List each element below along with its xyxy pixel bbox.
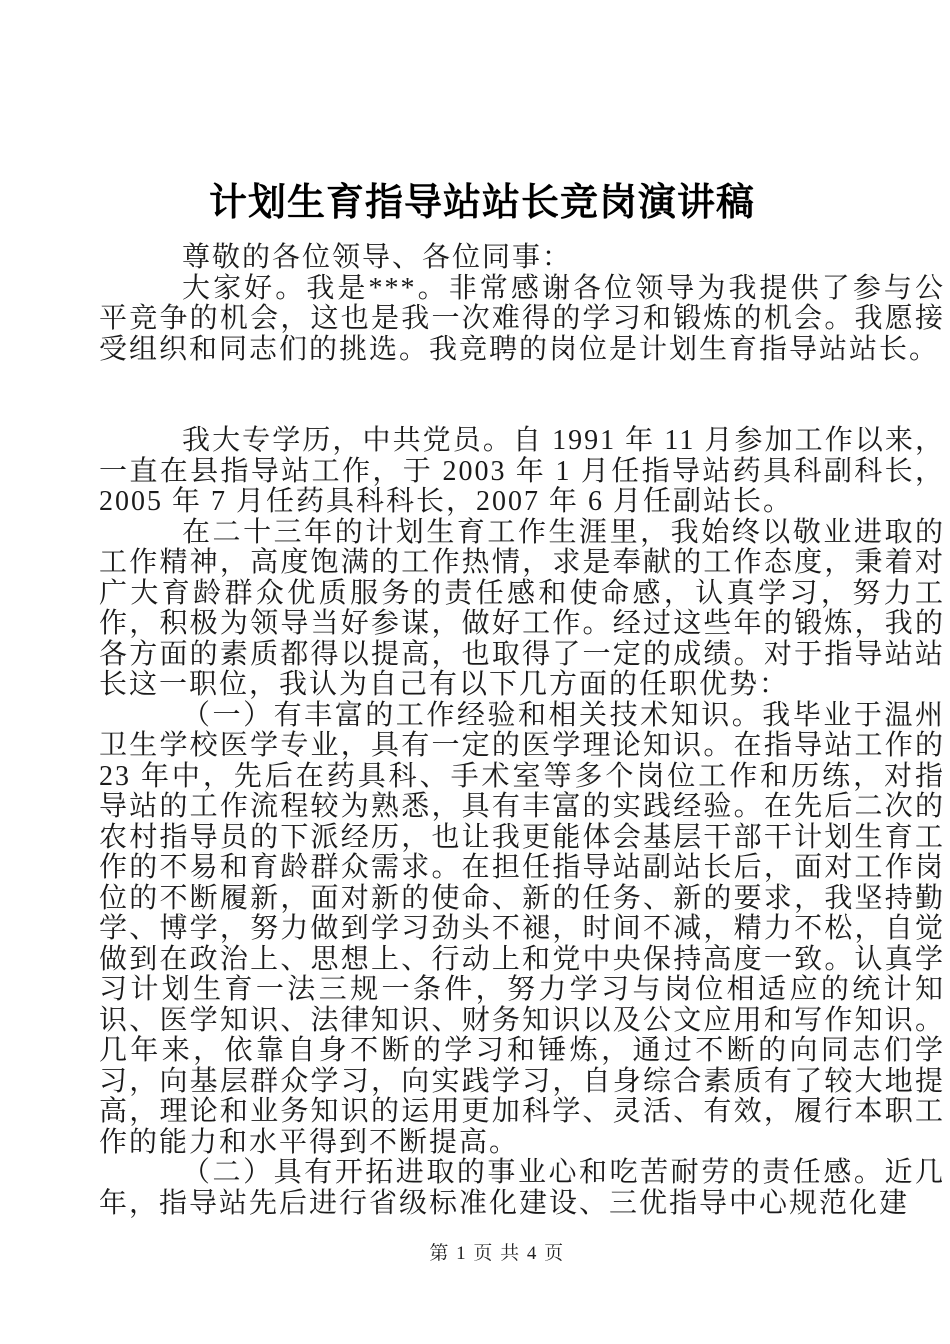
blank-line-spacer — [99, 365, 945, 426]
paragraph-work-review: 在二十三年的计划生育工作生涯里，我始终以敬业进取的工作精神，高度饱满的工作热情，求是奉献的工作态度，秉着对广大育龄群众优质服务的责任感和使命感，认真学习，努力工作，积极为领导当好参谋，做好工作。经过这些年的锻炼，我的各方面的素质都得以提高，也取得了一定的成绩。对于指导站站长这一职位，我认为自己有以下几方面的任职优势： — [99, 516, 945, 700]
paragraph-advantage-one: （一）有丰富的工作经验和相关技术知识。我毕业于温州卫生学校医学专业，具有一定的医学理论知识。在指导站工作的 23 年中，先后在药具科、手术室等多个岗位工作和历练，对指导站的工作流程较为熟悉，具有丰富的实践经验。在先后二次的农村指导员的下派经历，也让我更能体会基层干部干计划生育工作的不易和育龄群众需求。在担任指导站副站长后，面对工作岗位的不断履新，面对新的使命、新的任务、新的要求，我坚持勤学、博学，努力做到学习劲头不褪，时间不减，精力不松，自觉做到在政治上、思想上、行动上和党中央保持高度一致。认真学习计划生育一法三规一条件，努力学习与岗位相适应的统计知识、医学知识、法律知识、财务知识以及公文应用和写作知识。几年来，依靠自身不断的学习和锤炼，通过不断的向同志们学习，向基层群众学习，向实践学习，自身综合素质有了较大地提高，理论和业务知识的运用更加科学、灵活、有效，履行本职工作的能力和水平得到不断提高。 — [99, 699, 945, 1158]
page-number-text: 第 1 页 共 4 页 — [429, 1243, 565, 1264]
paragraph-salutation: 尊敬的各位领导、各位同事： — [182, 242, 573, 273]
paragraph-resume: 我大专学历，中共党员。自 1991 年 11 月参加工作以来，一直在县指导站工作，于 2003 年 1 月任指导站药具科副科长，2005 年 7 月任药具科科长，2007 年 6 月任副站长。 — [99, 425, 945, 517]
document-body — [99, 243, 945, 1219]
paragraph-advantage-two: （二）具有开拓进取的事业心和吃苦耐劳的责任感。近几年，指导站先后进行省级标准化建设、三优指导中心规范化建 — [99, 1157, 945, 1219]
paragraph-greeting: 大家好。我是***。非常感谢各位领导为我提供了参与公平竞争的机会，这也是我一次难得的学习和锻炼的机会。我愿接受组织和同志们的挑选。我竞聘的岗位是计划生育指导站站长。 — [99, 272, 945, 365]
page-footer — [22, 1238, 950, 1265]
document-title: 计划生育指导站站长竞岗演讲稿 — [208, 182, 755, 224]
